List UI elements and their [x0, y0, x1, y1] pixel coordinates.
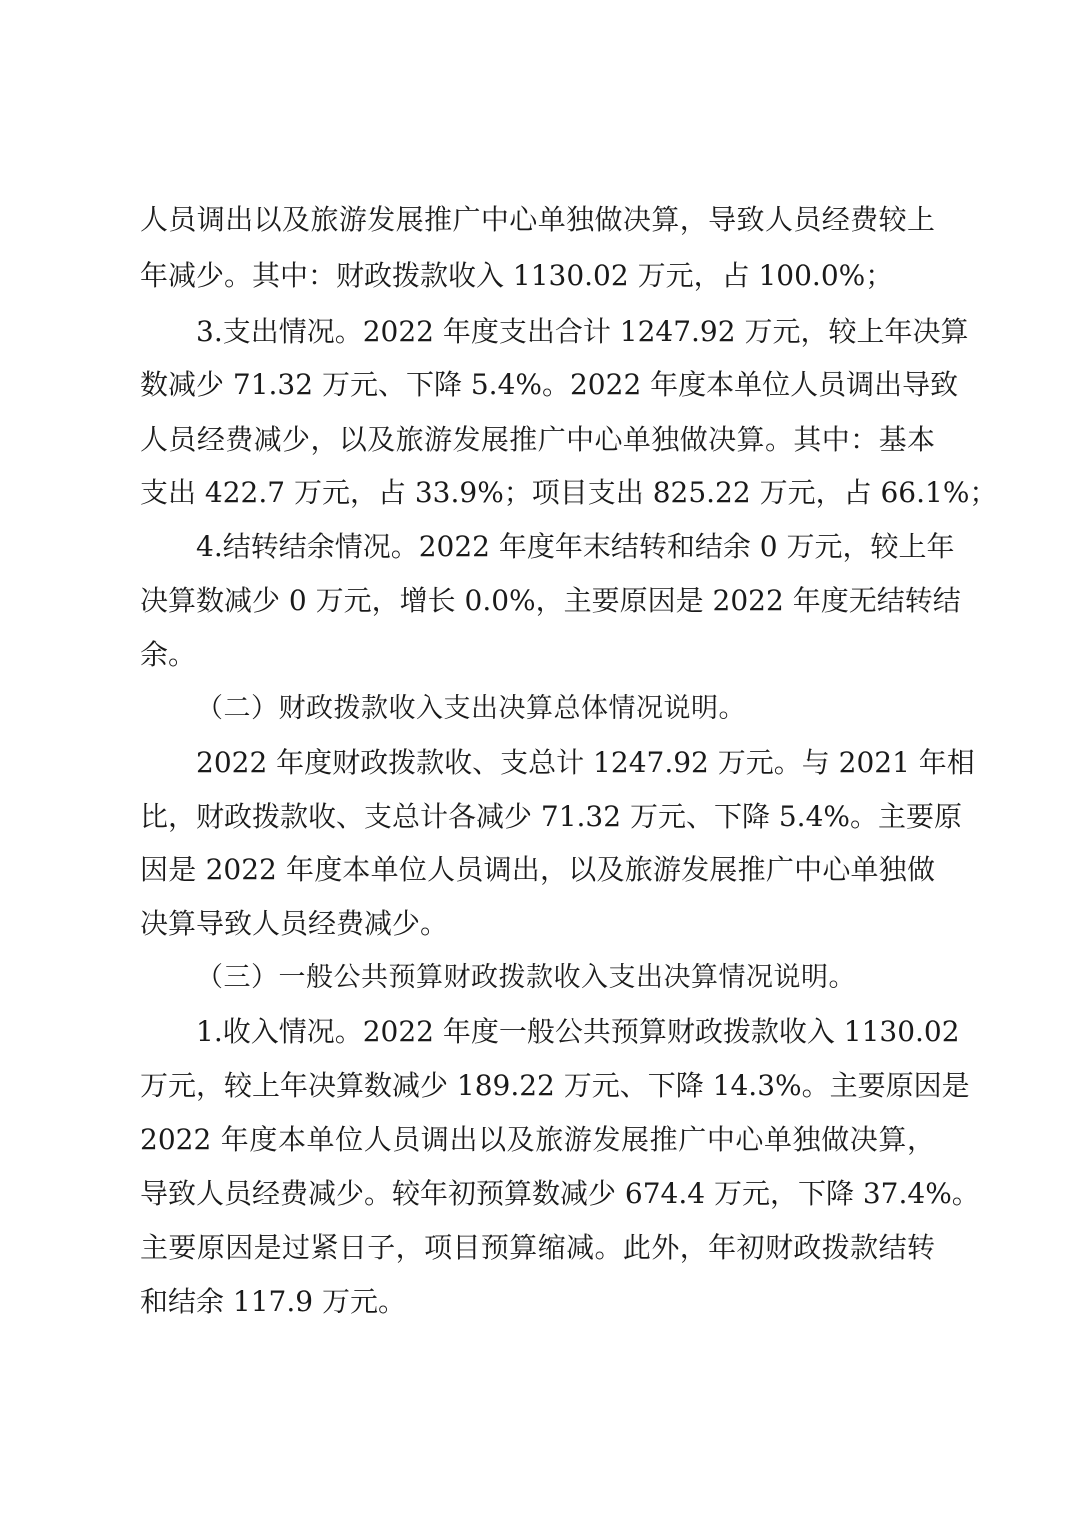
paragraph-line: 人员经费减少，以及旅游发展推广中心单独做决算。其中：基本 — [140, 423, 935, 456]
paragraph-line: 支出 422.7 万元，占 33.9%；项目支出 825.22 万元，占 66.1%； — [140, 476, 998, 509]
paragraph-line: 2022 年度财政拨款收、支总计 1247.92 万元。与 2021 年相 — [196, 746, 975, 779]
paragraph-line: 万元，较上年决算数减少 189.22 万元、下降 14.3%。主要原因是 — [140, 1069, 970, 1102]
paragraph-line: 导致人员经费减少。较年初预算数减少 674.4 万元，下降 37.4%。 — [140, 1177, 980, 1210]
paragraph-line: 年减少。其中：财政拨款收入 1130.02 万元，占 100.0%； — [140, 259, 894, 292]
paragraph-line: 主要原因是过紧日子，项目预算缩减。此外，年初财政拨款结转 — [140, 1231, 935, 1264]
paragraph-line: 人员调出以及旅游发展推广中心单独做决算，导致人员经费较上 — [140, 203, 935, 236]
section-heading: （三）一般公共预算财政拨款收入支出决算情况说明。 — [196, 962, 856, 993]
paragraph-line: 比，财政拨款收、支总计各减少 71.32 万元、下降 5.4%。主要原 — [140, 800, 962, 833]
paragraph-line: 1.收入情况。2022 年度一般公共预算财政拨款收入 1130.02 — [196, 1015, 960, 1048]
paragraph-line: 4.结转结余情况。2022 年度年末结转和结余 0 万元，较上年 — [196, 530, 955, 563]
paragraph-line: 2022 年度本单位人员调出以及旅游发展推广中心单独做决算， — [140, 1123, 935, 1156]
paragraph-line: 因是 2022 年度本单位人员调出，以及旅游发展推广中心单独做 — [140, 853, 935, 886]
section-heading: （二）财政拨款收入支出决算总体情况说明。 — [196, 693, 746, 724]
paragraph-line: 决算数减少 0 万元，增长 0.0%，主要原因是 2022 年度无结转结 — [140, 584, 961, 617]
paragraph-line: 决算导致人员经费减少。 — [140, 907, 449, 940]
paragraph-line: 余。 — [140, 638, 197, 671]
paragraph-line: 数减少 71.32 万元、下降 5.4%。2022 年度本单位人员调出导致 — [140, 368, 959, 401]
paragraph-line: 3.支出情况。2022 年度支出合计 1247.92 万元，较上年决算 — [196, 315, 969, 348]
paragraph-line: 和结余 117.9 万元。 — [140, 1285, 406, 1318]
